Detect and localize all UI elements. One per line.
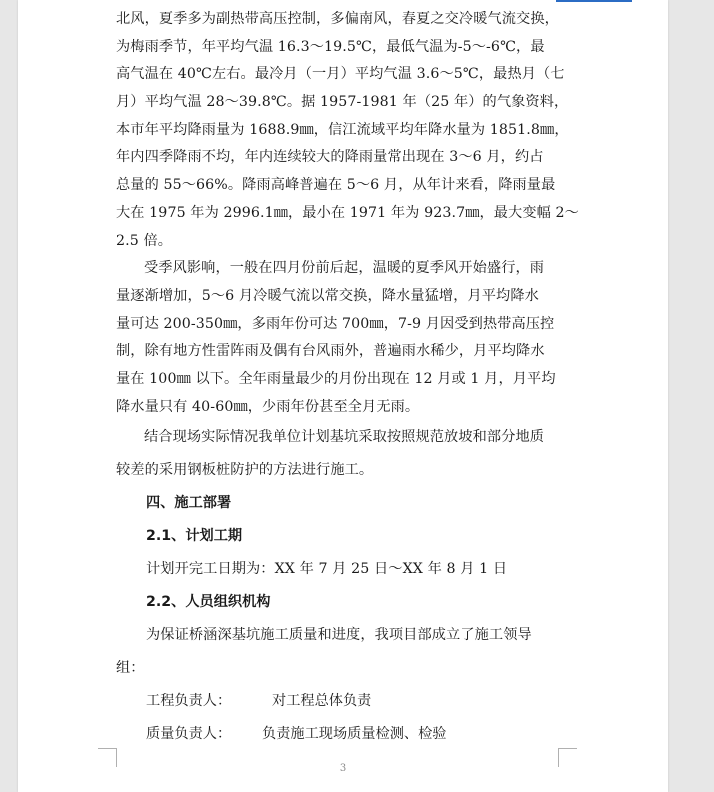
text-line: 量可达 200-350㎜，多雨年份可达 700㎜，7-9 月因受到热带高压控 (116, 315, 555, 332)
text-line: 北风，夏季多为副热带高压控制，多偏南风，春夏之交冷暖气流交换， (116, 11, 559, 27)
page-number: 3 (339, 763, 347, 774)
section-heading: 四、施工部署 (146, 495, 232, 512)
paragraph-climate (116, 6, 579, 255)
text-line: 量逐渐增加，5～6 月冷暖气流以常交换，降水量猛增，月平均降水 (116, 287, 539, 304)
role-title: 质量负责人： (146, 726, 232, 743)
subsection-heading: 2.1、计划工期 (146, 528, 243, 545)
schedule-text: 计划开完工日期为：XX 年 7 月 25 日～XX 年 8 月 1 日 (146, 561, 508, 578)
text-line: 为保证桥涵深基坑施工质量和进度，我项目部成立了施工领导 (146, 627, 532, 644)
paragraph-monsoon (116, 255, 566, 421)
text-line: 大在 1975 年为 2996.1㎜，最小在 1971 年为 923.7㎜，最大变幅 2～ (116, 204, 579, 221)
text-line: 较差的采用钢板桩防护的方法进行施工。 (116, 462, 374, 479)
text-line: 组： (116, 660, 145, 677)
role-duty: 负责施工现场质量检测、检验 (262, 726, 447, 743)
paragraph-organization (116, 619, 566, 685)
text-line: 量在 100㎜ 以下。全年雨量最少的月份出现在 12 月或 1 月，月平均 (116, 370, 556, 387)
text-line: 年内四季降雨不均，年内连续较大的降雨量常出现在 3～6 月，约占 (116, 149, 544, 166)
paragraph-method (116, 421, 566, 487)
role-title: 工程负责人： (146, 693, 232, 710)
page-content (116, 6, 579, 751)
text-line: 2.5 倍。 (116, 232, 173, 249)
text-line: 月）平均气温 28～39.8℃。据 1957-1981 年（25 年）的气象资料， (116, 94, 569, 111)
text-line: 本市年平均降雨量为 1688.9㎜，信江流域平均年降水量为 1851.8㎜， (116, 121, 569, 138)
document-page (18, 0, 668, 792)
text-line: 结合现场实际情况我单位计划基坑采取按照规范放坡和部分地质 (144, 429, 545, 446)
subsection-heading: 2.2、人员组织机构 (146, 594, 271, 611)
text-line: 总量的 55～66%。降雨高峰普遍在 5～6 月，从年计来看，降雨量最 (116, 177, 556, 194)
text-line: 制，除有地方性雷阵雨及偶有台风雨外，普遍雨水稀少，月平均降水 (116, 343, 545, 360)
role-row (116, 685, 566, 718)
role-row (116, 718, 566, 751)
text-line: 高气温在 40℃左右。最冷月（一月）平均气温 3.6～5℃，最热月（七 (116, 66, 565, 83)
text-line: 降水量只有 40-60㎜，少雨年份甚至全月无雨。 (116, 398, 420, 415)
text-line: 为梅雨季节，年平均气温 16.3～19.5℃，最低气温为-5～-6℃，最 (116, 38, 545, 55)
text-line: 受季风影响，一般在四月份前后起，温暖的夏季风开始盛行，雨 (144, 260, 545, 277)
selection-accent-bar (556, 0, 632, 2)
role-duty: 对工程总体负责 (272, 693, 372, 710)
